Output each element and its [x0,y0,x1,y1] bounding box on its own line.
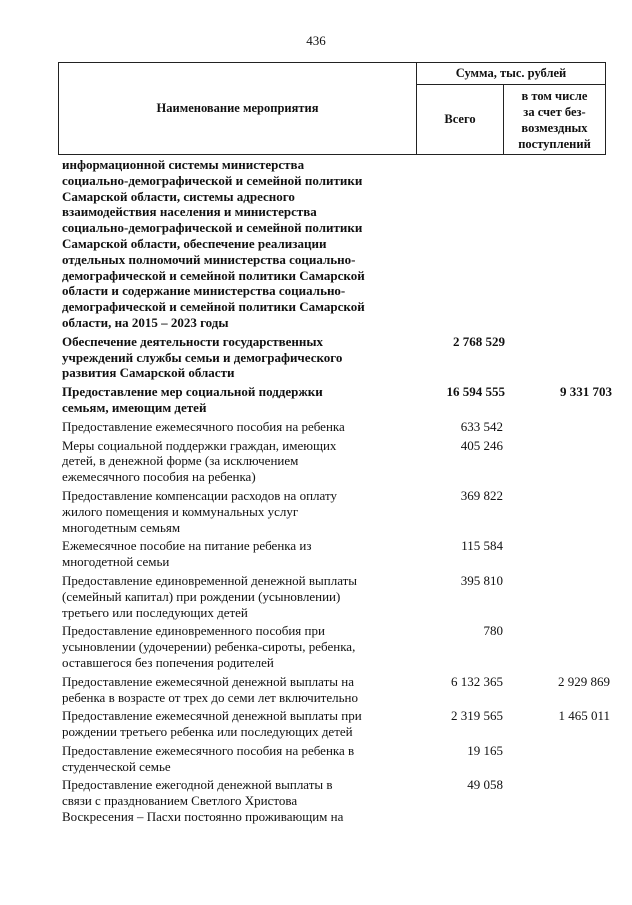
row-total: 2 768 529 [453,333,505,349]
row-included [503,743,610,775]
table-row [62,573,622,620]
row-name [62,538,417,570]
row-name-line: жилого помещения и коммунальных услуг [62,503,299,519]
row-included [503,419,610,435]
row-name-line: Предоставление ежемесячной денежной выплаты при [62,708,362,724]
row-name-line: Предоставление компенсации расходов на оплату [62,487,337,503]
row-name-line: ежемесячного пособия на ребенка) [62,469,256,485]
row-name-line: области и содержание министерства социально- [62,283,346,299]
row-name-line: отдельных полномочий министерства социально- [62,251,356,267]
row-included: 2 929 869 [558,673,610,689]
row-name-line: ребенка в возрасте от трех до семи лет включительно [62,689,359,705]
table-row [62,777,622,824]
header-included-line: за счет без- [523,104,586,119]
row-name-line: Ежемесячное пособие на питание ребенка из [62,538,312,554]
row-name-line: связи с празднованием Светлого Христова [62,793,298,809]
row-included [503,623,610,670]
row-total: 49 058 [467,777,503,793]
row-total [417,157,505,331]
row-name [62,438,417,485]
row-name-line: оставшегося без попечения родителей [62,654,274,670]
row-total: 16 594 555 [446,384,505,400]
row-name-line: информационной системы министерства [62,157,305,172]
row-name-line: Предоставление мер социальной поддержки [62,384,323,400]
row-included [505,157,612,331]
row-name-line: третьего или последующих детей [62,604,248,620]
header-name-column: Наименование мероприятия [58,62,417,155]
row-name [62,777,417,824]
row-name-line: детей, в денежной форме (за исключением [62,453,299,469]
row-included: 9 331 703 [560,384,612,400]
row-total: 633 542 [460,418,503,434]
row-name-line: социально-демографической и семейной политики [62,172,363,188]
header-sum-column: Сумма, тыс. рублей [416,62,606,85]
row-name-line: социально-демографической и семейной политики [62,220,363,236]
row-name-line: Самарской области, системы адресного [62,188,295,204]
table-row [62,708,622,740]
row-total: 369 822 [460,487,503,503]
row-name-line: рождении третьего ребенка или последующих детей [62,724,353,740]
row-included: 1 465 011 [558,708,610,724]
row-name [62,334,417,381]
row-name-line: (семейный капитал) при рождении (усыновлении) [62,588,341,604]
table-row [62,438,622,485]
row-name-line: усыновлении (удочерении) ребенка-сироты, ребенка, [62,639,356,655]
row-name [62,623,417,670]
row-total: 19 165 [467,742,503,758]
page-number: 436 [306,33,326,48]
row-name-line: Предоставление ежемесячного пособия на ребенка [62,418,345,434]
row-name [62,419,417,435]
row-name-line: многодетным семьям [62,519,181,535]
row-total: 395 810 [460,572,503,588]
table-row [62,157,622,331]
table-row [62,384,622,416]
row-name-line: взаимодействия населения и министерства [62,204,317,220]
row-included [503,777,610,824]
row-name-line: области, на 2015 – 2023 годы [62,314,229,330]
table-row [62,623,622,670]
row-name-line: Предоставление ежемесячного пособия на ребенка в [62,742,355,758]
row-name-line: студенческой семье [62,758,171,774]
row-total: 115 584 [461,538,503,554]
row-name-line: Предоставление единовременной денежной выплаты [62,572,358,588]
row-name [62,157,417,331]
row-name-line: Предоставление единовременного пособия при [62,623,325,639]
row-name-line: Воскресения – Пасхи постоянно проживающим на [62,809,344,825]
row-name [62,674,417,706]
row-included [503,488,610,535]
row-name-line: Предоставление ежегодной денежной выплаты в [62,777,333,793]
row-name-line: демографической и семейной политики Самарской [62,267,365,283]
row-name-line: учреждений службы семьи и демографического [62,349,343,365]
row-name-line: семьям, имеющим детей [62,399,207,415]
row-name-line: многодетной семьи [62,554,170,570]
row-total: 405 246 [460,437,503,453]
header-included-line: возмездных [521,120,588,135]
header-total-column: Всего [416,84,504,155]
row-total: 2 319 565 [451,708,503,724]
row-name [62,384,417,416]
row-name [62,743,417,775]
table-row [62,488,622,535]
table-row [62,743,622,775]
table-row [62,334,622,381]
table-row [62,538,622,570]
row-included [503,573,610,620]
row-name-line: Предоставление ежемесячной денежной выплаты на [62,673,354,689]
table-row [62,419,622,435]
row-total: 6 132 365 [451,673,503,689]
header-included-line: поступлений [518,136,591,151]
row-included [503,438,610,485]
header-included-line: в том числе [521,88,588,103]
header-included-column [503,84,606,155]
row-name [62,573,417,620]
row-name-line: Обеспечение деятельности государственных [62,333,324,349]
table-body [62,157,622,828]
row-included [505,334,612,381]
table-row [62,674,622,706]
row-name-line: развития Самарской области [62,365,235,381]
row-name-line: демографической и семейной политики Самарской [62,299,365,315]
row-included [503,538,610,570]
row-name [62,708,417,740]
row-total: 780 [483,623,503,639]
row-name [62,488,417,535]
row-name-line: Меры социальной поддержки граждан, имеющих [62,437,337,453]
row-name-line: Самарской области, обеспечение реализации [62,235,327,251]
